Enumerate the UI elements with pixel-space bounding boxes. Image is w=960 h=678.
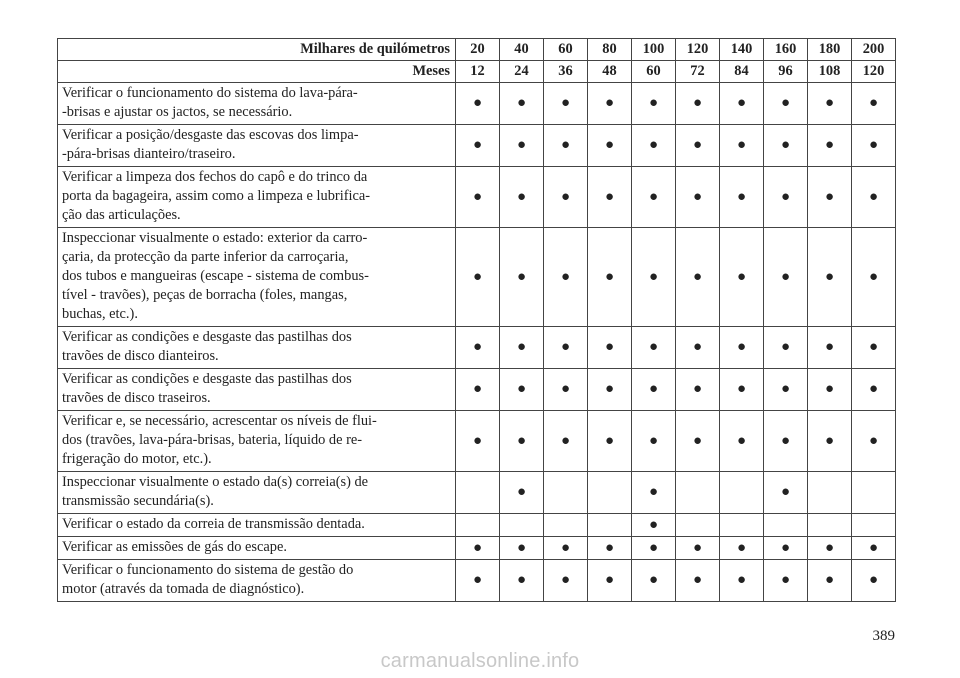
bullet-icon: ● (516, 339, 527, 355)
service-mark-cell (764, 228, 808, 327)
months-header-cell: 84 (720, 61, 764, 83)
service-mark-cell (544, 537, 588, 560)
bullet-icon: ● (516, 432, 527, 449)
bullet-icon: ● (692, 188, 703, 205)
bullet-icon: ● (780, 188, 791, 205)
task-description (58, 514, 456, 537)
bullet-icon: ● (868, 95, 879, 111)
task-row (58, 560, 896, 602)
bullet-icon: ● (648, 137, 659, 153)
task-line: çaria, da protecção da parte inferior da carroçaria, (62, 249, 349, 265)
bullet-icon: ● (824, 137, 835, 153)
bullet-icon: ● (472, 339, 483, 355)
bullet-icon: ● (648, 432, 659, 449)
km-header-cell: 160 (764, 39, 808, 61)
site-watermark: carmanualsonline.info (380, 650, 580, 672)
months-header-cell: 72 (676, 61, 720, 83)
task-row (58, 514, 896, 537)
service-mark-cell (456, 369, 500, 411)
bullet-icon: ● (824, 572, 835, 588)
km-header-cell: 200 (852, 39, 896, 61)
bullet-icon: ● (604, 339, 615, 355)
service-mark-cell (852, 537, 896, 560)
service-mark-cell (764, 369, 808, 411)
km-header-cell: 60 (544, 39, 588, 61)
bullet-icon: ● (604, 432, 615, 449)
bullet-icon: ● (736, 137, 747, 153)
service-mark-cell (852, 411, 896, 472)
bullet-icon: ● (472, 137, 483, 153)
service-mark-cell (456, 228, 500, 327)
bullet-icon: ● (604, 95, 615, 111)
bullet-icon: ● (648, 539, 659, 556)
bullet-icon: ● (560, 188, 571, 205)
task-line: Verificar a posição/desgaste das escovas dos limpa- (62, 127, 359, 143)
service-mark-cell (720, 560, 764, 602)
bullet-icon: ● (604, 137, 615, 153)
service-mark-cell (764, 125, 808, 167)
service-mark-cell (632, 537, 676, 560)
bullet-icon: ● (516, 572, 527, 588)
service-mark-cell (588, 560, 632, 602)
service-mark-cell (632, 369, 676, 411)
empty-cell (808, 472, 852, 514)
service-mark-cell (676, 83, 720, 125)
service-mark-cell (500, 369, 544, 411)
service-mark-cell (544, 369, 588, 411)
empty-cell (456, 472, 500, 514)
task-line: dos tubos e mangueiras (escape - sistema de combus- (62, 268, 369, 284)
bullet-icon: ● (780, 432, 791, 449)
service-mark-cell (852, 560, 896, 602)
service-mark-cell (544, 125, 588, 167)
service-mark-cell (808, 369, 852, 411)
service-mark-cell (852, 125, 896, 167)
bullet-icon: ● (516, 95, 527, 111)
bullet-icon: ● (472, 381, 483, 397)
task-row (58, 228, 896, 327)
service-mark-cell (764, 411, 808, 472)
bullet-icon: ● (824, 381, 835, 397)
service-mark-cell (456, 83, 500, 125)
empty-cell (588, 514, 632, 537)
empty-cell (852, 514, 896, 537)
service-mark-cell (676, 228, 720, 327)
service-mark-cell (852, 228, 896, 327)
service-mark-cell (808, 327, 852, 369)
empty-cell (500, 514, 544, 537)
bullet-icon: ● (692, 381, 703, 397)
service-mark-cell (544, 327, 588, 369)
months-header-cell: 60 (632, 61, 676, 83)
task-row (58, 125, 896, 167)
task-line: ção das articulações. (62, 207, 181, 223)
task-line: Verificar as condições e desgaste das pastilhas dos (62, 329, 352, 345)
km-header-row (58, 39, 896, 61)
bullet-icon: ● (648, 572, 659, 588)
bullet-icon: ● (472, 539, 483, 556)
service-mark-cell (588, 411, 632, 472)
service-mark-cell (500, 228, 544, 327)
service-mark-cell (720, 411, 764, 472)
empty-cell (456, 514, 500, 537)
service-mark-cell (500, 537, 544, 560)
service-mark-cell (676, 125, 720, 167)
months-header-cell: 24 (500, 61, 544, 83)
task-row (58, 369, 896, 411)
bullet-icon: ● (692, 432, 703, 449)
task-description (58, 228, 456, 327)
task-row (58, 167, 896, 228)
service-mark-cell (632, 514, 676, 537)
bullet-icon: ● (824, 268, 835, 285)
service-mark-cell (808, 83, 852, 125)
bullet-icon: ● (560, 268, 571, 285)
bullet-icon: ● (692, 95, 703, 111)
empty-cell (544, 472, 588, 514)
bullet-icon: ● (692, 339, 703, 355)
empty-cell (720, 472, 764, 514)
task-line: Inspeccionar visualmente o estado da(s) correia(s) de (62, 474, 369, 490)
task-line: motor (através da tomada de diagnóstico). (62, 581, 305, 597)
bullet-icon: ● (648, 268, 659, 285)
bullet-icon: ● (736, 381, 747, 397)
bullet-icon: ● (560, 432, 571, 449)
bullet-icon: ● (516, 137, 527, 153)
bullet-icon: ● (648, 516, 659, 533)
bullet-icon: ● (868, 381, 879, 397)
bullet-icon: ● (560, 381, 571, 397)
bullet-icon: ● (560, 95, 571, 111)
service-mark-cell (500, 125, 544, 167)
empty-cell (676, 472, 720, 514)
bullet-icon: ● (604, 539, 615, 556)
service-mark-cell (588, 327, 632, 369)
empty-cell (676, 514, 720, 537)
service-mark-cell (720, 83, 764, 125)
bullet-icon: ● (472, 188, 483, 205)
service-mark-cell (544, 411, 588, 472)
task-line: Inspeccionar visualmente o estado: exterior da carro- (62, 230, 368, 246)
service-mark-cell (456, 167, 500, 228)
service-mark-cell (808, 228, 852, 327)
bullet-icon: ● (780, 381, 791, 397)
service-mark-cell (632, 228, 676, 327)
service-mark-cell (588, 369, 632, 411)
service-mark-cell (676, 560, 720, 602)
service-mark-cell (632, 83, 676, 125)
service-mark-cell (808, 560, 852, 602)
task-row (58, 472, 896, 514)
task-row (58, 411, 896, 472)
service-mark-cell (720, 125, 764, 167)
service-mark-cell (852, 369, 896, 411)
bullet-icon: ● (648, 381, 659, 397)
bullet-icon: ● (560, 137, 571, 153)
empty-cell (720, 514, 764, 537)
service-mark-cell (500, 472, 544, 514)
bullet-icon: ● (868, 137, 879, 153)
km-header-cell: 100 (632, 39, 676, 61)
service-mark-cell (764, 560, 808, 602)
bullet-icon: ● (516, 381, 527, 397)
service-mark-cell (764, 83, 808, 125)
service-mark-cell (632, 327, 676, 369)
task-line: dos (travões, lava-pára-brisas, bateria, líquido de re- (62, 432, 363, 448)
bullet-icon: ● (604, 268, 615, 285)
task-line: travões de disco traseiros. (62, 390, 211, 406)
bullet-icon: ● (824, 339, 835, 355)
schedule-body (58, 83, 896, 602)
task-line: -pára-brisas dianteiro/traseiro. (62, 146, 236, 162)
service-mark-cell (456, 411, 500, 472)
bullet-icon: ● (736, 339, 747, 355)
task-description (58, 472, 456, 514)
bullet-icon: ● (736, 572, 747, 588)
task-description (58, 537, 456, 560)
service-mark-cell (808, 537, 852, 560)
bullet-icon: ● (472, 432, 483, 449)
service-mark-cell (500, 167, 544, 228)
km-header-cell: 140 (720, 39, 764, 61)
service-mark-cell (720, 167, 764, 228)
empty-cell (808, 514, 852, 537)
task-line: Verificar e, se necessário, acrescentar os níveis de flui- (62, 413, 377, 429)
service-mark-cell (588, 228, 632, 327)
task-line: Verificar a limpeza dos fechos do capô e do trinco da (62, 169, 368, 185)
task-line: Verificar o funcionamento do sistema do lava-pára- (62, 85, 358, 101)
service-mark-cell (676, 369, 720, 411)
bullet-icon: ● (692, 268, 703, 285)
task-line: travões de disco dianteiros. (62, 348, 219, 364)
bullet-icon: ● (648, 339, 659, 355)
service-mark-cell (500, 560, 544, 602)
service-mark-cell (808, 411, 852, 472)
service-mark-cell (632, 560, 676, 602)
service-mark-cell (544, 560, 588, 602)
task-row (58, 327, 896, 369)
bullet-icon: ● (780, 268, 791, 285)
bullet-icon: ● (868, 188, 879, 205)
bullet-icon: ● (516, 539, 527, 556)
bullet-icon: ● (736, 268, 747, 285)
task-line: porta da bagageira, assim como a limpeza e lubrifica- (62, 188, 371, 204)
bullet-icon: ● (824, 188, 835, 205)
months-header-cell: 108 (808, 61, 852, 83)
task-line: transmissão secundária(s). (62, 493, 214, 509)
bullet-icon: ● (648, 484, 659, 500)
task-description (58, 125, 456, 167)
maintenance-schedule-table (57, 38, 896, 602)
service-mark-cell (852, 83, 896, 125)
bullet-icon: ● (560, 539, 571, 556)
service-mark-cell (588, 125, 632, 167)
service-mark-cell (632, 411, 676, 472)
bullet-icon: ● (868, 432, 879, 449)
task-line: Verificar o estado da correia de transmissão dentada. (62, 516, 365, 532)
task-description (58, 369, 456, 411)
service-mark-cell (764, 537, 808, 560)
km-header-cell: 120 (676, 39, 720, 61)
bullet-icon: ● (692, 572, 703, 588)
bullet-icon: ● (472, 572, 483, 588)
service-mark-cell (764, 472, 808, 514)
service-mark-cell (544, 83, 588, 125)
bullet-icon: ● (780, 539, 791, 556)
service-mark-cell (500, 83, 544, 125)
service-mark-cell (500, 327, 544, 369)
task-line: -brisas e ajustar os jactos, se necessário. (62, 104, 293, 120)
service-mark-cell (456, 327, 500, 369)
service-mark-cell (720, 228, 764, 327)
service-mark-cell (632, 472, 676, 514)
service-mark-cell (764, 327, 808, 369)
bullet-icon: ● (560, 339, 571, 355)
bullet-icon: ● (780, 484, 791, 500)
service-mark-cell (720, 537, 764, 560)
service-mark-cell (808, 125, 852, 167)
empty-cell (544, 514, 588, 537)
bullet-icon: ● (736, 432, 747, 449)
service-mark-cell (852, 327, 896, 369)
bullet-icon: ● (736, 95, 747, 111)
task-line: Verificar as condições e desgaste das pastilhas dos (62, 371, 352, 387)
months-header-cell: 36 (544, 61, 588, 83)
bullet-icon: ● (824, 95, 835, 111)
task-description (58, 327, 456, 369)
bullet-icon: ● (824, 432, 835, 449)
service-mark-cell (632, 167, 676, 228)
service-mark-cell (456, 560, 500, 602)
service-mark-cell (632, 125, 676, 167)
bullet-icon: ● (868, 539, 879, 556)
months-header-cell: 96 (764, 61, 808, 83)
service-mark-cell (544, 167, 588, 228)
bullet-icon: ● (516, 484, 527, 500)
task-row (58, 537, 896, 560)
bullet-icon: ● (780, 572, 791, 588)
page-number: 389 (872, 628, 895, 644)
bullet-icon: ● (604, 188, 615, 205)
service-mark-cell (500, 411, 544, 472)
task-line: Verificar as emissões de gás do escape. (62, 539, 287, 555)
km-header-cell: 40 (500, 39, 544, 61)
months-header-row (58, 61, 896, 83)
task-description (58, 560, 456, 602)
km-header-cell: 20 (456, 39, 500, 61)
bullet-icon: ● (824, 539, 835, 556)
bullet-icon: ● (472, 268, 483, 285)
task-line: Verificar o funcionamento do sistema de gestão do (62, 562, 354, 578)
empty-cell (764, 514, 808, 537)
months-header-cell: 12 (456, 61, 500, 83)
bullet-icon: ● (868, 572, 879, 588)
service-mark-cell (808, 167, 852, 228)
service-mark-cell (720, 327, 764, 369)
bullet-icon: ● (868, 268, 879, 285)
service-mark-cell (676, 411, 720, 472)
km-header-cell: 80 (588, 39, 632, 61)
bullet-icon: ● (648, 188, 659, 205)
bullet-icon: ● (692, 137, 703, 153)
bullet-icon: ● (868, 339, 879, 355)
bullet-icon: ● (692, 539, 703, 556)
bullet-icon: ● (604, 381, 615, 397)
service-mark-cell (588, 83, 632, 125)
bullet-icon: ● (780, 95, 791, 111)
service-mark-cell (676, 327, 720, 369)
service-mark-cell (764, 167, 808, 228)
bullet-icon: ● (780, 137, 791, 153)
km-header-cell: 180 (808, 39, 852, 61)
task-description (58, 167, 456, 228)
service-mark-cell (676, 537, 720, 560)
empty-cell (852, 472, 896, 514)
bullet-icon: ● (472, 95, 483, 111)
task-description (58, 411, 456, 472)
bullet-icon: ● (780, 339, 791, 355)
service-mark-cell (456, 125, 500, 167)
service-mark-cell (852, 167, 896, 228)
task-row (58, 83, 896, 125)
task-line: frigeração do motor, etc.). (62, 451, 212, 467)
bullet-icon: ● (736, 539, 747, 556)
empty-cell (588, 472, 632, 514)
service-mark-cell (588, 167, 632, 228)
bullet-icon: ● (516, 188, 527, 205)
months-header-cell: 48 (588, 61, 632, 83)
service-mark-cell (456, 537, 500, 560)
task-line: tível - travões), peças de borracha (foles, mangas, (62, 287, 348, 303)
bullet-icon: ● (604, 572, 615, 588)
months-header-cell: 120 (852, 61, 896, 83)
bullet-icon: ● (648, 95, 659, 111)
task-description (58, 83, 456, 125)
bullet-icon: ● (560, 572, 571, 588)
service-mark-cell (720, 369, 764, 411)
service-mark-cell (544, 228, 588, 327)
km-header-label: Milhares de quilómetros (58, 39, 456, 61)
bullet-icon: ● (736, 188, 747, 205)
bullet-icon: ● (516, 268, 527, 285)
service-mark-cell (588, 537, 632, 560)
task-line: buchas, etc.). (62, 306, 138, 322)
months-header-label: Meses (58, 61, 456, 83)
service-mark-cell (676, 167, 720, 228)
